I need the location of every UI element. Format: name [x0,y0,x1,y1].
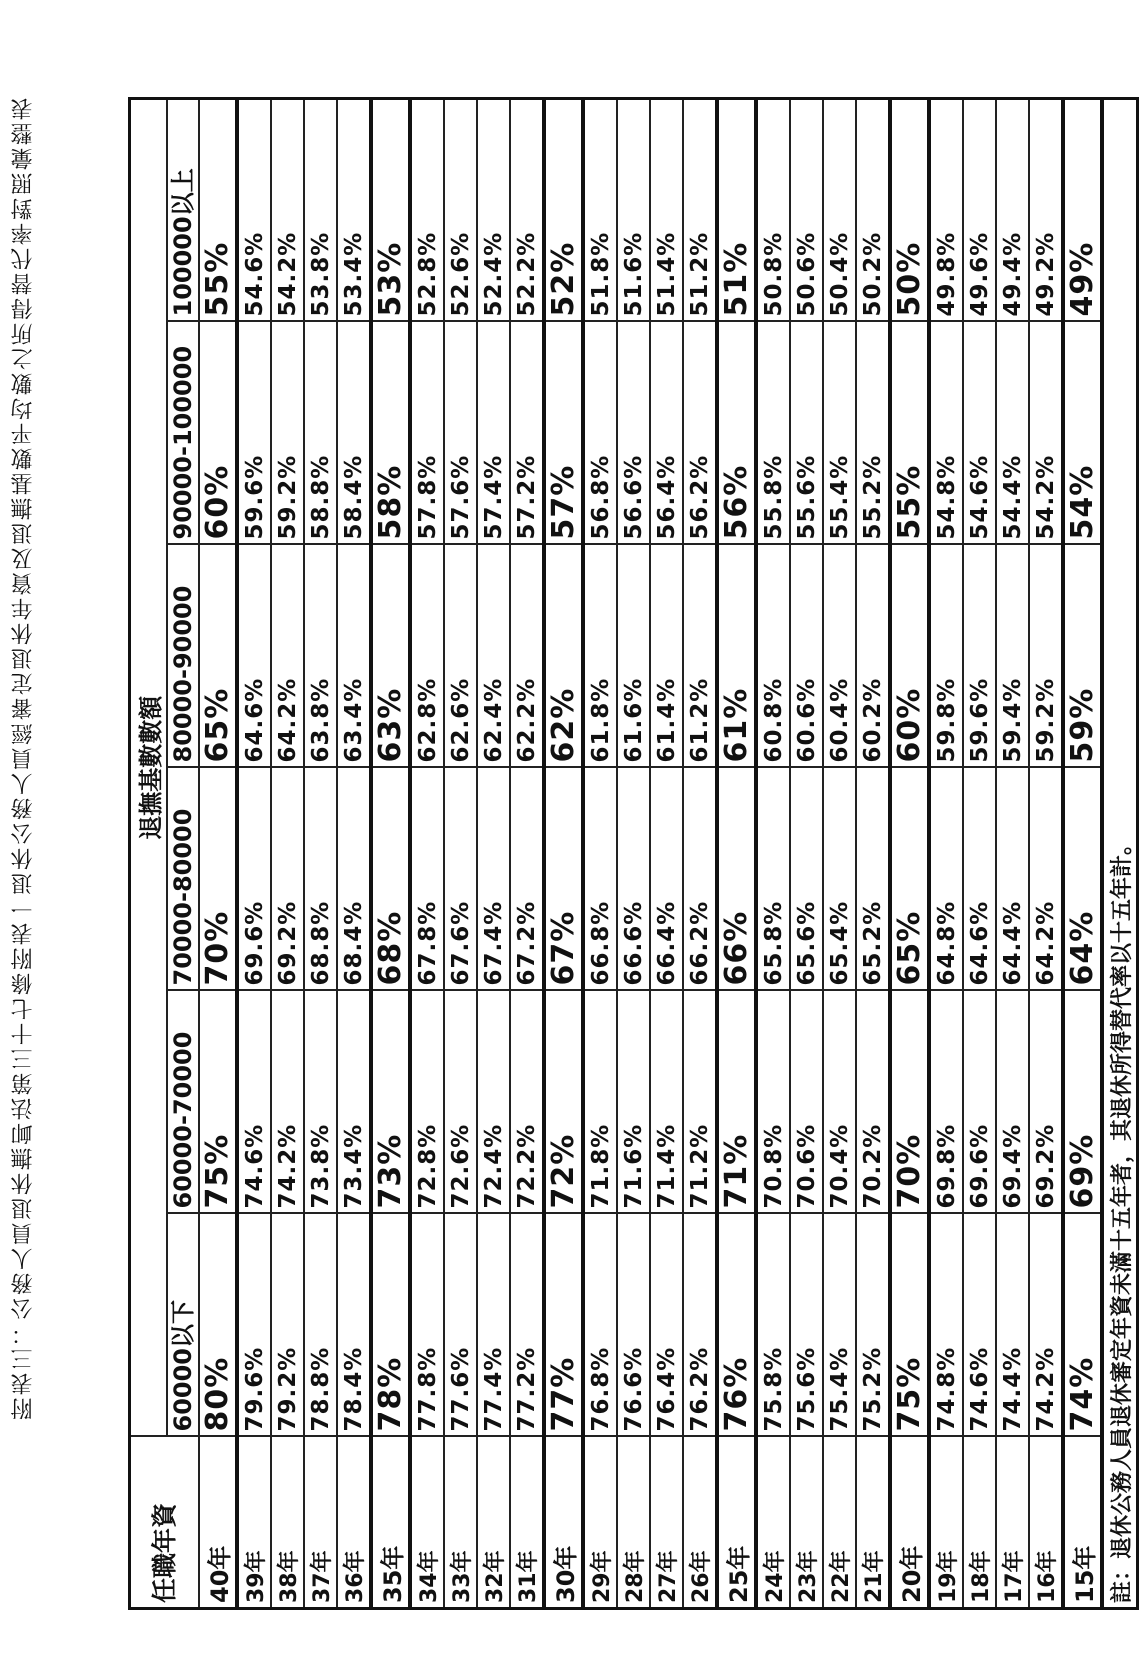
year-cell: 37年 [304,1437,337,1609]
table-row [929,99,963,1609]
table-row [510,99,544,1609]
rate-cell: 61.6% [617,545,650,768]
year-cell: 32年 [477,1437,510,1609]
rate-cell: 65.2% [856,768,890,991]
rate-cell: 58.4% [337,322,371,545]
rate-cell: 56% [717,322,756,545]
rate-cell: 74.6% [237,991,271,1214]
rate-cell: 68.4% [337,768,371,991]
rate-cell: 76.8% [583,1214,617,1437]
rate-cell: 69% [1063,991,1102,1214]
rate-cell: 71% [717,991,756,1214]
year-cell: 38年 [271,1437,304,1609]
rate-cell: 72% [544,991,583,1214]
rate-cell: 77.2% [510,1214,544,1437]
rate-cell: 66% [717,768,756,991]
range-header: 80000-90000 [167,545,199,768]
rate-cell: 65.4% [823,768,856,991]
rate-cell: 74.2% [271,991,304,1214]
rate-cell: 59.2% [271,322,304,545]
rate-cell: 77% [544,1214,583,1437]
rate-cell: 58.8% [304,322,337,545]
rate-cell: 60.2% [856,545,890,768]
rate-cell: 56.2% [683,322,717,545]
rate-cell: 61.8% [583,545,617,768]
rate-cell: 71.2% [683,991,717,1214]
rate-cell: 67.4% [477,768,510,991]
rate-cell: 75% [890,1214,929,1437]
rate-cell: 65% [199,545,237,768]
rate-cell: 50% [890,99,929,322]
table-row [650,99,683,1609]
rate-cell: 57.4% [477,322,510,545]
table-row [544,99,583,1609]
rate-cell: 67.2% [510,768,544,991]
rate-cell: 64.6% [963,768,996,991]
table-row [790,99,823,1609]
year-cell: 35年 [371,1437,410,1609]
year-cell: 17年 [996,1437,1029,1609]
rate-cell: 49% [1063,99,1102,322]
rate-cell: 49.6% [963,99,996,322]
rate-cell: 72.8% [410,991,444,1214]
rate-cell: 56.4% [650,322,683,545]
rate-cell: 62% [544,545,583,768]
rate-cell: 61% [717,545,756,768]
year-cell: 30年 [544,1437,583,1609]
range-header: 100000以上 [167,99,199,322]
table-row [856,99,890,1609]
table-row [683,99,717,1609]
rate-cell: 51.2% [683,99,717,322]
rate-cell: 64.6% [237,545,271,768]
rate-cell: 60.6% [790,545,823,768]
year-cell: 20年 [890,1437,929,1609]
rate-cell: 69.8% [929,991,963,1214]
rate-cell: 59.8% [929,545,963,768]
rate-cell: 80% [199,1214,237,1437]
rate-cell: 62.8% [410,545,444,768]
year-cell: 28年 [617,1437,650,1609]
rate-cell: 50.8% [756,99,790,322]
rate-cell: 53.8% [304,99,337,322]
rate-cell: 71.8% [583,991,617,1214]
rate-cell: 70.2% [856,991,890,1214]
rate-cell: 52% [544,99,583,322]
rate-cell: 51.4% [650,99,683,322]
rate-cell: 66.2% [683,768,717,991]
rate-cell: 54% [1063,322,1102,545]
rate-cell: 66.6% [617,768,650,991]
rate-cell: 49.4% [996,99,1029,322]
rate-cell: 67% [544,768,583,991]
year-cell: 15年 [1063,1437,1102,1609]
rate-cell: 66.8% [583,768,617,991]
rate-cell: 50.4% [823,99,856,322]
table-row [444,99,477,1609]
rate-cell: 52.8% [410,99,444,322]
year-cell: 18年 [963,1437,996,1609]
rate-cell: 78.4% [337,1214,371,1437]
year-cell: 39年 [237,1437,271,1609]
rate-cell: 52.4% [477,99,510,322]
rate-cell: 75% [199,991,237,1214]
rate-cell: 65% [890,768,929,991]
rate-cell: 64% [1063,768,1102,991]
rate-cell: 75.4% [823,1214,856,1437]
table-row [271,99,304,1609]
year-cell: 36年 [337,1437,371,1609]
rate-cell: 55% [890,322,929,545]
rate-cell: 72.4% [477,991,510,1214]
rate-cell: 54.4% [996,322,1029,545]
rate-cell: 64.2% [271,545,304,768]
rate-cell: 78.8% [304,1214,337,1437]
rate-cell: 70.6% [790,991,823,1214]
year-cell: 29年 [583,1437,617,1609]
rate-cell: 74% [1063,1214,1102,1437]
year-cell: 26年 [683,1437,717,1609]
rate-cell: 52.6% [444,99,477,322]
rate-cell: 64.2% [1029,768,1063,991]
rate-cell: 78% [371,1214,410,1437]
table-row [756,99,790,1609]
rate-cell: 75.8% [756,1214,790,1437]
rate-cell: 71.6% [617,991,650,1214]
rate-cell: 65.8% [756,768,790,991]
rate-cell: 49.2% [1029,99,1063,322]
rate-cell: 71.4% [650,991,683,1214]
rate-cell: 69.2% [1029,991,1063,1214]
rate-cell: 77.8% [410,1214,444,1437]
rate-cell: 75.6% [790,1214,823,1437]
rate-cell: 63% [371,545,410,768]
rate-cell: 76.6% [617,1214,650,1437]
table-row [996,99,1029,1609]
year-cell: 23年 [790,1437,823,1609]
year-cell: 19年 [929,1437,963,1609]
year-cell: 25年 [717,1437,756,1609]
rate-cell: 59.4% [996,545,1029,768]
rate-cell: 56.8% [583,322,617,545]
rate-cell: 52.2% [510,99,544,322]
rate-cell: 56.6% [617,322,650,545]
rate-cell: 54.2% [271,99,304,322]
range-header: 60000以下 [167,1214,199,1437]
table-row [477,99,510,1609]
rate-cell: 55% [199,99,237,322]
table-row [237,99,271,1609]
replacement-rate-table [128,97,1139,1610]
year-cell: 21年 [856,1437,890,1609]
table-row [963,99,996,1609]
table-row [1029,99,1063,1609]
table-row [410,99,444,1609]
rate-cell: 59.2% [1029,545,1063,768]
rotated-table-container [128,100,1135,1610]
rate-cell: 49.8% [929,99,963,322]
rate-cell: 76.2% [683,1214,717,1437]
rate-cell: 73% [371,991,410,1214]
rate-cell: 54.8% [929,322,963,545]
rate-cell: 70.4% [823,991,856,1214]
rate-cell: 70% [199,768,237,991]
rate-cell: 64.8% [929,768,963,991]
table-row [717,99,756,1609]
rate-cell: 50.6% [790,99,823,322]
range-header: 90000-100000 [167,322,199,545]
year-cell: 33年 [444,1437,477,1609]
rate-cell: 77.6% [444,1214,477,1437]
rate-cell: 57.8% [410,322,444,545]
rate-cell: 57.2% [510,322,544,545]
rate-cell: 60.4% [823,545,856,768]
range-header: 60000-70000 [167,991,199,1214]
rate-cell: 67.8% [410,768,444,991]
rate-cell: 50.2% [856,99,890,322]
rate-cell: 64.4% [996,768,1029,991]
rate-cell: 60% [199,322,237,545]
rate-cell: 73.4% [337,991,371,1214]
table-row [337,99,371,1609]
rate-cell: 74.4% [996,1214,1029,1437]
rate-cell: 63.4% [337,545,371,768]
year-column-header: 任職年資 [130,1437,200,1609]
rate-cell: 59% [1063,545,1102,768]
rate-cell: 54.6% [963,322,996,545]
rate-cell: 61.2% [683,545,717,768]
rate-cell: 61.4% [650,545,683,768]
year-cell: 22年 [823,1437,856,1609]
rate-cell: 63.8% [304,545,337,768]
rate-cell: 72.6% [444,991,477,1214]
rate-cell: 51.6% [617,99,650,322]
rate-cell: 69.6% [237,768,271,991]
year-cell: 24年 [756,1437,790,1609]
rate-cell: 55.4% [823,322,856,545]
footnote: 註：退休公務人員退休審定年資未滿十五年者，其退休所得替代率以十五年計。 [1102,99,1138,1609]
table-row [823,99,856,1609]
year-cell: 16年 [1029,1437,1063,1609]
year-cell: 40年 [199,1437,237,1609]
rate-cell: 69.4% [996,991,1029,1214]
rate-cell: 76% [717,1214,756,1437]
page-title: 附表三：公務人員退休撫卹法第三十七條附表一退休公務人員經審定退休年資及退撫基數平均數之所得替代率對照彙整表 [11,95,36,1420]
rate-cell: 55.8% [756,322,790,545]
rate-cell: 60% [890,545,929,768]
rate-cell: 51% [717,99,756,322]
rate-cell: 57% [544,322,583,545]
rate-cell: 62.2% [510,545,544,768]
rate-cell: 79.2% [271,1214,304,1437]
rate-cell: 59.6% [237,322,271,545]
rate-cell: 69.6% [963,991,996,1214]
rate-cell: 58% [371,322,410,545]
rate-cell: 70% [890,991,929,1214]
group-header: 退撫基數數額 [130,99,168,1437]
table-row [371,99,410,1609]
rate-cell: 55.2% [856,322,890,545]
range-header: 70000-80000 [167,768,199,991]
year-cell: 34年 [410,1437,444,1609]
table-row [890,99,929,1609]
rate-cell: 57.6% [444,322,477,545]
range-header-row [167,99,199,1609]
rate-cell: 62.4% [477,545,510,768]
rate-cell: 53% [371,99,410,322]
rate-cell: 72.2% [510,991,544,1214]
rate-cell: 60.8% [756,545,790,768]
rate-cell: 77.4% [477,1214,510,1437]
rate-cell: 74.8% [929,1214,963,1437]
rate-cell: 51.8% [583,99,617,322]
rate-cell: 67.6% [444,768,477,991]
rate-cell: 69.2% [271,768,304,991]
rate-cell: 73.8% [304,991,337,1214]
rate-cell: 74.2% [1029,1214,1063,1437]
rate-cell: 59.6% [963,545,996,768]
rate-cell: 65.6% [790,768,823,991]
rate-cell: 66.4% [650,768,683,991]
table-row [199,99,237,1609]
rate-cell: 68% [371,768,410,991]
table-row [1063,99,1102,1609]
table-row [617,99,650,1609]
rate-cell: 54.2% [1029,322,1063,545]
table-row [583,99,617,1609]
rate-cell: 70.8% [756,991,790,1214]
rate-cell: 53.4% [337,99,371,322]
rate-cell: 68.8% [304,768,337,991]
rate-cell: 54.6% [237,99,271,322]
year-cell: 27年 [650,1437,683,1609]
rate-cell: 79.6% [237,1214,271,1437]
rate-cell: 75.2% [856,1214,890,1437]
year-cell: 31年 [510,1437,544,1609]
rate-cell: 62.6% [444,545,477,768]
rate-cell: 55.6% [790,322,823,545]
rate-cell: 74.6% [963,1214,996,1437]
table-row [304,99,337,1609]
table-body [199,99,1102,1609]
rate-cell: 76.4% [650,1214,683,1437]
